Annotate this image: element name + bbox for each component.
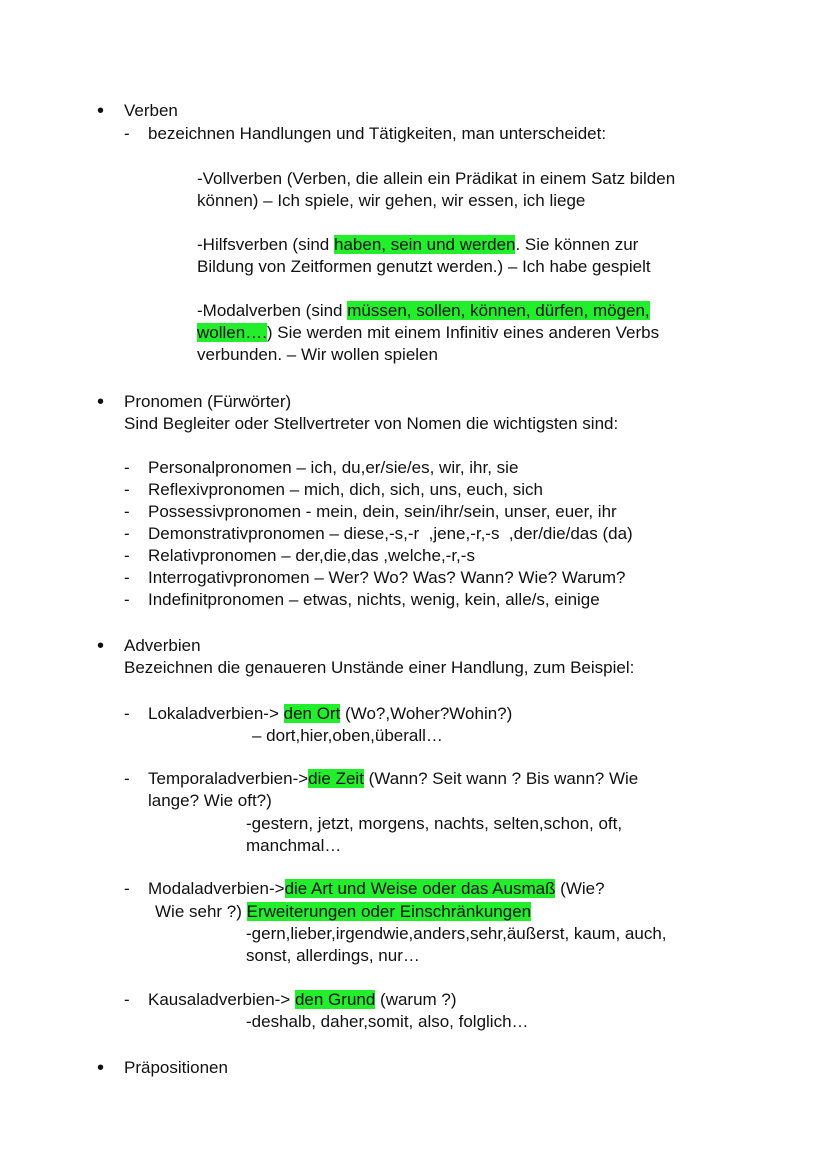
temporaladverbien-line-2: lange? Wie oft?) xyxy=(148,791,272,810)
highlight: Erweiterungen oder Einschränkungen xyxy=(246,902,532,921)
dash-icon: - xyxy=(124,524,130,543)
kausal-examples: -deshalb, daher,somit, also, folglich… xyxy=(246,1012,529,1031)
modal-examples-1: -gern,lieber,irgendwie,anders,sehr,äußerst, kaum, auch, xyxy=(246,924,667,943)
heading-praepositionen: Präpositionen xyxy=(124,1058,228,1077)
list-item: Relativpronomen – der,die,das ,welche,-r,-s xyxy=(148,546,475,565)
heading-verben: Verben xyxy=(124,101,178,120)
highlight: müssen, sollen, können, dürfen, mögen, xyxy=(347,301,650,320)
pronomen-intro: Sind Begleiter oder Stellvertreter von Nomen die wichtigsten sind: xyxy=(124,414,619,433)
adverbien-intro: Bezeichnen die genaueren Unstände einer Handlung, zum Beispiel: xyxy=(124,658,635,677)
modalverben-text: -Modalverben (sind xyxy=(197,301,348,320)
dash-icon: - xyxy=(124,458,130,477)
modalverben-line-2 xyxy=(197,322,659,344)
list-item: Demonstrativpronomen – diese,-s,-r ,jene,-r,-s ,der/die/das (da) xyxy=(148,524,633,543)
dash-icon: - xyxy=(124,990,130,1009)
hilfsverben-line-1 xyxy=(197,234,638,256)
highlight: den Grund xyxy=(294,990,376,1009)
lokal-text: (Wo?,Woher?Wohin?) xyxy=(340,704,513,723)
temporal-text: (Wann? Seit wann ? Bis wann? Wie xyxy=(363,769,639,788)
dash-icon: - xyxy=(124,769,130,788)
vollverben-line-2: können) – Ich spiele, wir gehen, wir essen, ich liege xyxy=(197,191,586,210)
modalverben-line-1 xyxy=(197,300,650,322)
dash-icon: - xyxy=(124,590,130,609)
lokal-examples: – dort,hier,oben,überall… xyxy=(252,726,443,745)
dash-icon: - xyxy=(124,704,130,723)
temporal-text: Temporaladverbien-> xyxy=(148,769,309,788)
dash-icon: - xyxy=(124,124,130,143)
dash-icon: - xyxy=(124,502,130,521)
list-item: Possessivpronomen - mein, dein, sein/ihr/sein, unser, euer, ihr xyxy=(148,502,617,521)
kausal-text: Kausaladverbien-> xyxy=(148,990,295,1009)
modal-text: Modaladverbien-> xyxy=(148,879,285,898)
temporal-examples-1: -gestern, jetzt, morgens, nachts, selten,schon, oft, xyxy=(246,814,623,833)
hilfsverben-line-2: Bildung von Zeitformen genutzt werden.) – Ich habe gespielt xyxy=(197,257,651,276)
modaladverbien-line-2 xyxy=(155,901,531,923)
highlight: die Zeit xyxy=(308,769,364,788)
list-item: Personalpronomen – ich, du,er/sie/es, wir, ihr, sie xyxy=(148,458,519,477)
kausaladverbien-line xyxy=(148,989,457,1011)
modal-text: (Wie? xyxy=(555,879,605,898)
modalverben-line-3: verbunden. – Wir wollen spielen xyxy=(197,345,438,364)
highlight: wollen…. xyxy=(197,323,267,342)
list-item: Reflexivpronomen – mich, dich, sich, uns, euch, sich xyxy=(148,480,543,499)
temporal-examples-2: manchmal… xyxy=(246,836,342,855)
bullet-icon: • xyxy=(97,1057,105,1079)
verben-intro: bezeichnen Handlungen und Tätigkeiten, man unterscheidet: xyxy=(148,124,607,143)
modalverben-text: ) Sie werden mit einem Infinitiv eines anderen Verbs xyxy=(266,323,660,342)
hilfsverben-text: . Sie können zur xyxy=(515,235,639,254)
bullet-icon: • xyxy=(97,635,105,657)
vollverben-line-1: -Vollverben (Verben, die allein ein Prädikat in einem Satz bilden xyxy=(197,169,676,188)
highlight: den Ort xyxy=(283,704,341,723)
dash-icon: - xyxy=(124,879,130,898)
dash-icon: - xyxy=(124,480,130,499)
modal-examples-2: sonst, allerdings, nur… xyxy=(246,946,420,965)
dash-icon: - xyxy=(124,568,130,587)
bullet-icon: • xyxy=(97,391,105,413)
bullet-icon: • xyxy=(97,100,105,122)
list-item: Indefinitpronomen – etwas, nichts, wenig, kein, alle/s, einige xyxy=(148,590,600,609)
hilfsverben-text: -Hilfsverben (sind xyxy=(197,235,334,254)
lokal-text: Lokaladverbien-> xyxy=(148,704,284,723)
heading-adverbien: Adverbien xyxy=(124,636,201,655)
lokaladverbien-line xyxy=(148,703,512,725)
temporaladverbien-line-1 xyxy=(148,768,638,790)
heading-pronomen: Pronomen (Fürwörter) xyxy=(124,392,292,411)
highlight: haben, sein und werden xyxy=(334,235,516,254)
list-item: Interrogativpronomen – Wer? Wo? Was? Wann? Wie? Warum? xyxy=(148,568,626,587)
modaladverbien-line-1 xyxy=(148,878,605,900)
kausal-text: (warum ?) xyxy=(375,990,457,1009)
highlight: die Art und Weise oder das Ausmaß xyxy=(284,879,556,898)
dash-icon: - xyxy=(124,546,130,565)
modal-text: Wie sehr ?) xyxy=(155,902,247,921)
